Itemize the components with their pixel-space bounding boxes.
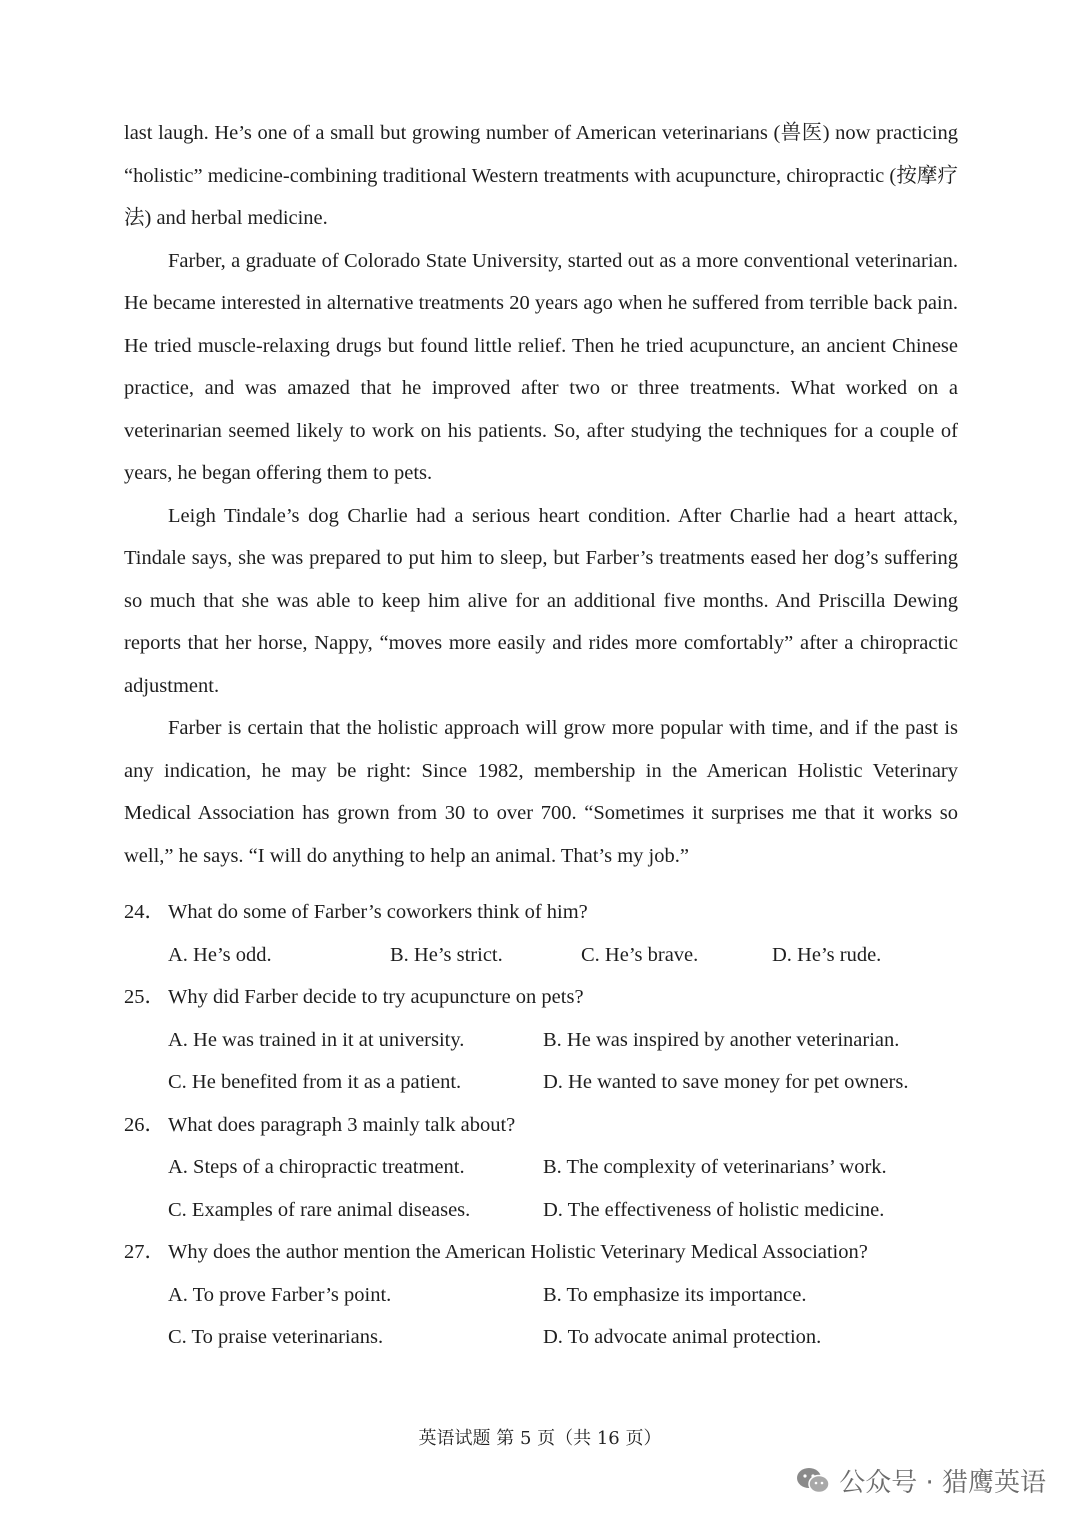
question-number: 26． [124,1113,165,1136]
option-c: C. To praise veterinarians. [168,1326,384,1348]
options-row [124,1019,958,1062]
option-b: B. He was inspired by another veterinarian. [543,1028,900,1051]
question-text: Why did Farber decide to try acupuncture on pets? [168,986,584,1008]
question-stem [124,1231,958,1274]
passage-paragraph: Farber, a graduate of Colorado State University, started out as a more conventional veterinarian. He became interested in alternative treatments 20 years ago when he suffered from terrible back pain. He tried muscle-relaxing drugs but found little relief. Then he tried acupuncture, an ancient Chinese practice, and was amazed that he improved after two or three treatments. What worked on a veterinarian seemed likely to work on his patients. So, after studying the techniques for a couple of years, he began offering them to pets. [124,249,958,484]
reading-passage [124,112,958,877]
option-a: A. Steps of a chiropractic treatment. [168,1156,465,1178]
options-row [124,934,958,977]
option-a: A. To prove Farber’s point. [168,1283,392,1306]
question-text: Why does the author mention the American Holistic Veterinary Medical Association? [168,1241,868,1263]
option-b: B. He’s strict. [390,943,503,966]
page-footer: 英语试题 第 5 页（共 16 页） [418,1428,662,1449]
question-24 [124,891,958,976]
question-list [124,891,958,1359]
watermark-text: 公众号 · 猎鹰英语 [839,1468,1046,1498]
passage-paragraph: last laugh. He’s one of a small but growing number of American veterinarians (兽医) now practicing “holistic” medicine-combining traditional Western treatments with acupuncture, chiropractic (按摩疗法) and herbal medicine. [124,122,958,229]
option-c: C. Examples of rare animal diseases. [168,1198,471,1221]
passage-paragraph: Leigh Tindale’s dog Charlie had a serious heart condition. After Charlie had a heart attack, Tindale says, she was prepared to put him to sleep, but Farber’s treatments eased her dog’s suffering so much that she was able to keep him alive for an additional five months. And Priscilla Dewing reports that her horse, Nappy, “moves more easily and rides more comfortably” after a chiropractic adjustment. [124,504,958,697]
question-27 [124,1231,958,1359]
exam-page [124,112,958,1359]
option-d: D. The effectiveness of holistic medicine. [543,1198,885,1221]
question-stem [124,1104,958,1147]
option-b: B. To emphasize its importance. [543,1283,807,1306]
option-c: C. He’s brave. [581,943,699,966]
question-25 [124,976,958,1104]
wechat-icon [795,1466,831,1496]
passage-paragraph: Farber is certain that the holistic approach will grow more popular with time, and if the past is any indication, he may be right: Since 1982, membership in the American Holistic Veterinary Medical Association has grown from 30 to over 700. “Sometimes it surprises me that it works so well,” he says. “I will do anything to help an animal. That’s my job.” [124,717,958,867]
option-c: C. He benefited from it as a patient. [168,1071,462,1093]
question-text: What does paragraph 3 mainly talk about? [168,1113,516,1136]
options-row [124,1146,958,1189]
option-d: D. To advocate animal protection. [543,1326,822,1348]
question-stem [124,891,958,934]
question-text: What do some of Farber’s coworkers think of him? [168,901,588,923]
option-d: D. He wanted to save money for pet owners. [543,1071,909,1093]
option-b: B. The complexity of veterinarians’ work. [543,1156,887,1178]
watermark [795,1462,1046,1499]
option-a: A. He was trained in it at university. [168,1028,465,1051]
options-row [124,1316,958,1359]
option-d: D. He’s rude. [772,943,882,966]
question-number: 24． [124,901,165,923]
question-number: 25． [124,986,165,1008]
question-stem [124,976,958,1019]
options-row [124,1061,958,1104]
options-row [124,1189,958,1232]
question-number: 27． [124,1241,165,1263]
question-26 [124,1104,958,1232]
options-row [124,1274,958,1317]
option-a: A. He’s odd. [168,943,272,966]
